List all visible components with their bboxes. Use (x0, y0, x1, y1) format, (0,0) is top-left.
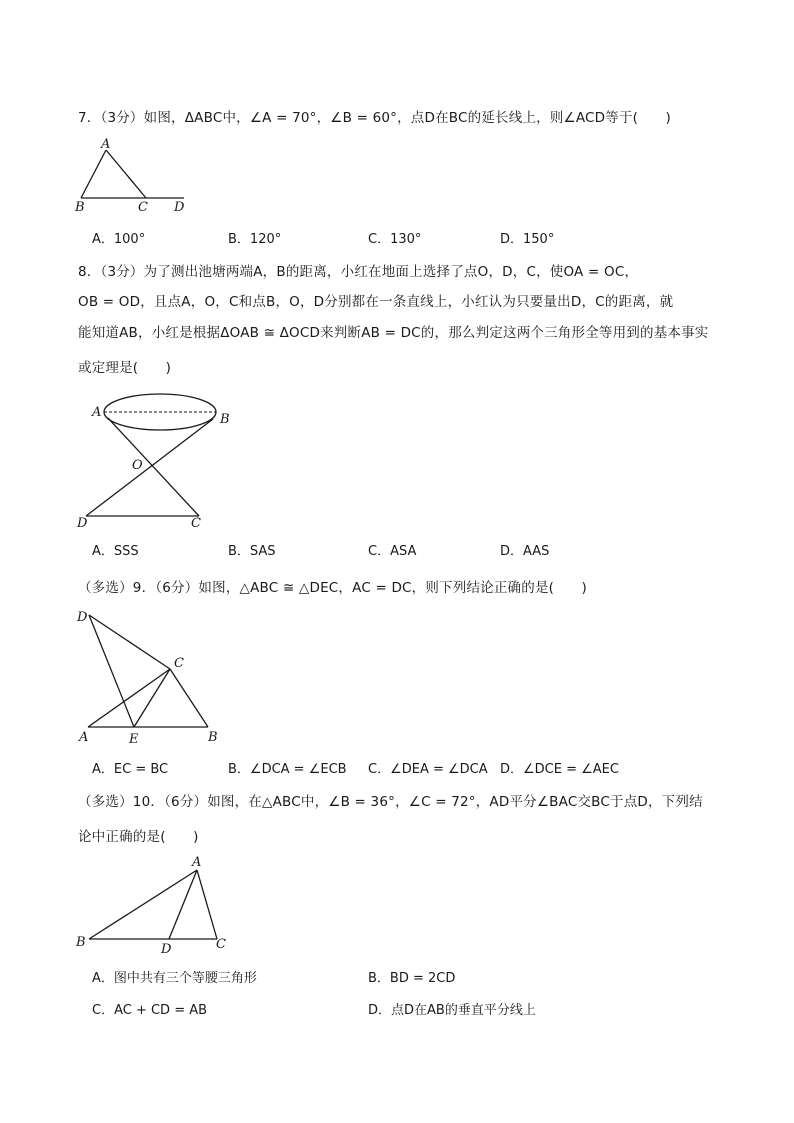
q8-figure (72, 385, 242, 535)
q8-segment-bd (86, 419, 213, 516)
q10-stem-line-2: 论中正确的是( ) (78, 829, 199, 845)
q8-option-c[interactable]: C．ASA (368, 544, 417, 559)
q10-option-b[interactable]: B．BD = 2CD (368, 971, 456, 986)
q10-label-a: A (192, 855, 202, 870)
q10-option-a[interactable]: A．图中共有三个等腰三角形 (92, 971, 257, 986)
q7-option-d[interactable]: D．150° (500, 232, 555, 247)
q9-segment-ac (88, 669, 170, 727)
q7-label-a: A (101, 137, 111, 152)
q8-stem-line-4: 或定理是( ) (78, 360, 172, 376)
q9-label-d: D (77, 610, 88, 625)
q7-segment-ac (106, 150, 146, 198)
q7-option-b[interactable]: B．120° (228, 232, 282, 247)
q10-figure (72, 852, 242, 957)
q10-segment-ac (197, 870, 217, 939)
q7-figure (72, 137, 192, 218)
q7-option-c[interactable]: C．130° (368, 232, 422, 247)
q7-label-c: C (138, 200, 148, 215)
q9-option-d[interactable]: D．∠DCE = ∠AEC (500, 762, 619, 777)
q8-stem-line-3: 能知道AB，小红是根据ΔOAB ≅ ΔOCD来判断AB = DC的，那么判定这两个三角形全等用到的基本事实 (78, 325, 709, 341)
q7-label-d: D (174, 200, 185, 215)
q8-stem-line-2: OB = OD，且点A，O，C和点B，O，D分别都在一条直线上，小红认为只要量出D，C的距离，就 (78, 294, 674, 310)
q8-option-b[interactable]: B．SAS (228, 544, 276, 559)
q8-stem-line-1: 8．（3分）为了测出池塘两端A，B的距离，小红在地面上选择了点O，D，C，使OA = OC， (78, 264, 639, 280)
q9-option-a[interactable]: A．EC = BC (92, 762, 169, 777)
q10-label-b: B (76, 935, 86, 950)
q8-label-b: B (220, 412, 230, 427)
q9-label-e: E (129, 732, 139, 747)
q10-segment-ab (89, 870, 197, 939)
q8-segment-ac (108, 418, 199, 516)
q9-option-b[interactable]: B．∠DCA = ∠ECB (228, 762, 347, 777)
q10-label-c: C (216, 937, 226, 952)
q8-option-d[interactable]: D．AAS (500, 544, 550, 559)
q10-stem-line-1: （多选）10．（6分）如图，在△ABC中，∠B = 36°，∠C = 72°，AD平分∠BAC交BC于点D，下列结 (78, 794, 703, 810)
q7-option-a[interactable]: A．100° (92, 232, 146, 247)
q9-label-c: C (174, 656, 184, 671)
q10-option-d[interactable]: D．点D在AB的垂直平分线上 (368, 1003, 536, 1018)
q9-segment-bc (170, 669, 208, 727)
q9-figure (72, 605, 227, 745)
q7-segment-ab (81, 150, 106, 198)
q8-label-o: O (132, 458, 143, 473)
q8-label-c: C (191, 516, 201, 531)
q9-option-c[interactable]: C．∠DEA = ∠DCA (368, 762, 488, 777)
q9-segment-ec (134, 669, 170, 727)
q10-label-d: D (161, 942, 172, 957)
q10-option-c[interactable]: C．AC + CD = AB (92, 1003, 208, 1018)
q9-label-a: A (79, 730, 89, 745)
q10-segment-ad (169, 870, 197, 939)
q9-label-b: B (208, 730, 218, 745)
q8-label-a: A (92, 405, 102, 420)
q9-segment-dc (89, 615, 170, 669)
q8-option-a[interactable]: A．SSS (92, 544, 139, 559)
q7-label-b: B (75, 200, 85, 215)
q9-stem: （多选）9．（6分）如图，△ABC ≅ △DEC，AC = DC，则下列结论正确的是( ) (78, 580, 587, 596)
q8-label-d: D (77, 516, 88, 531)
q7-stem: 7．（3分）如图，ΔABC中，∠A = 70°，∠B = 60°，点D在BC的延长线上，则∠ACD等于( ) (78, 110, 671, 126)
